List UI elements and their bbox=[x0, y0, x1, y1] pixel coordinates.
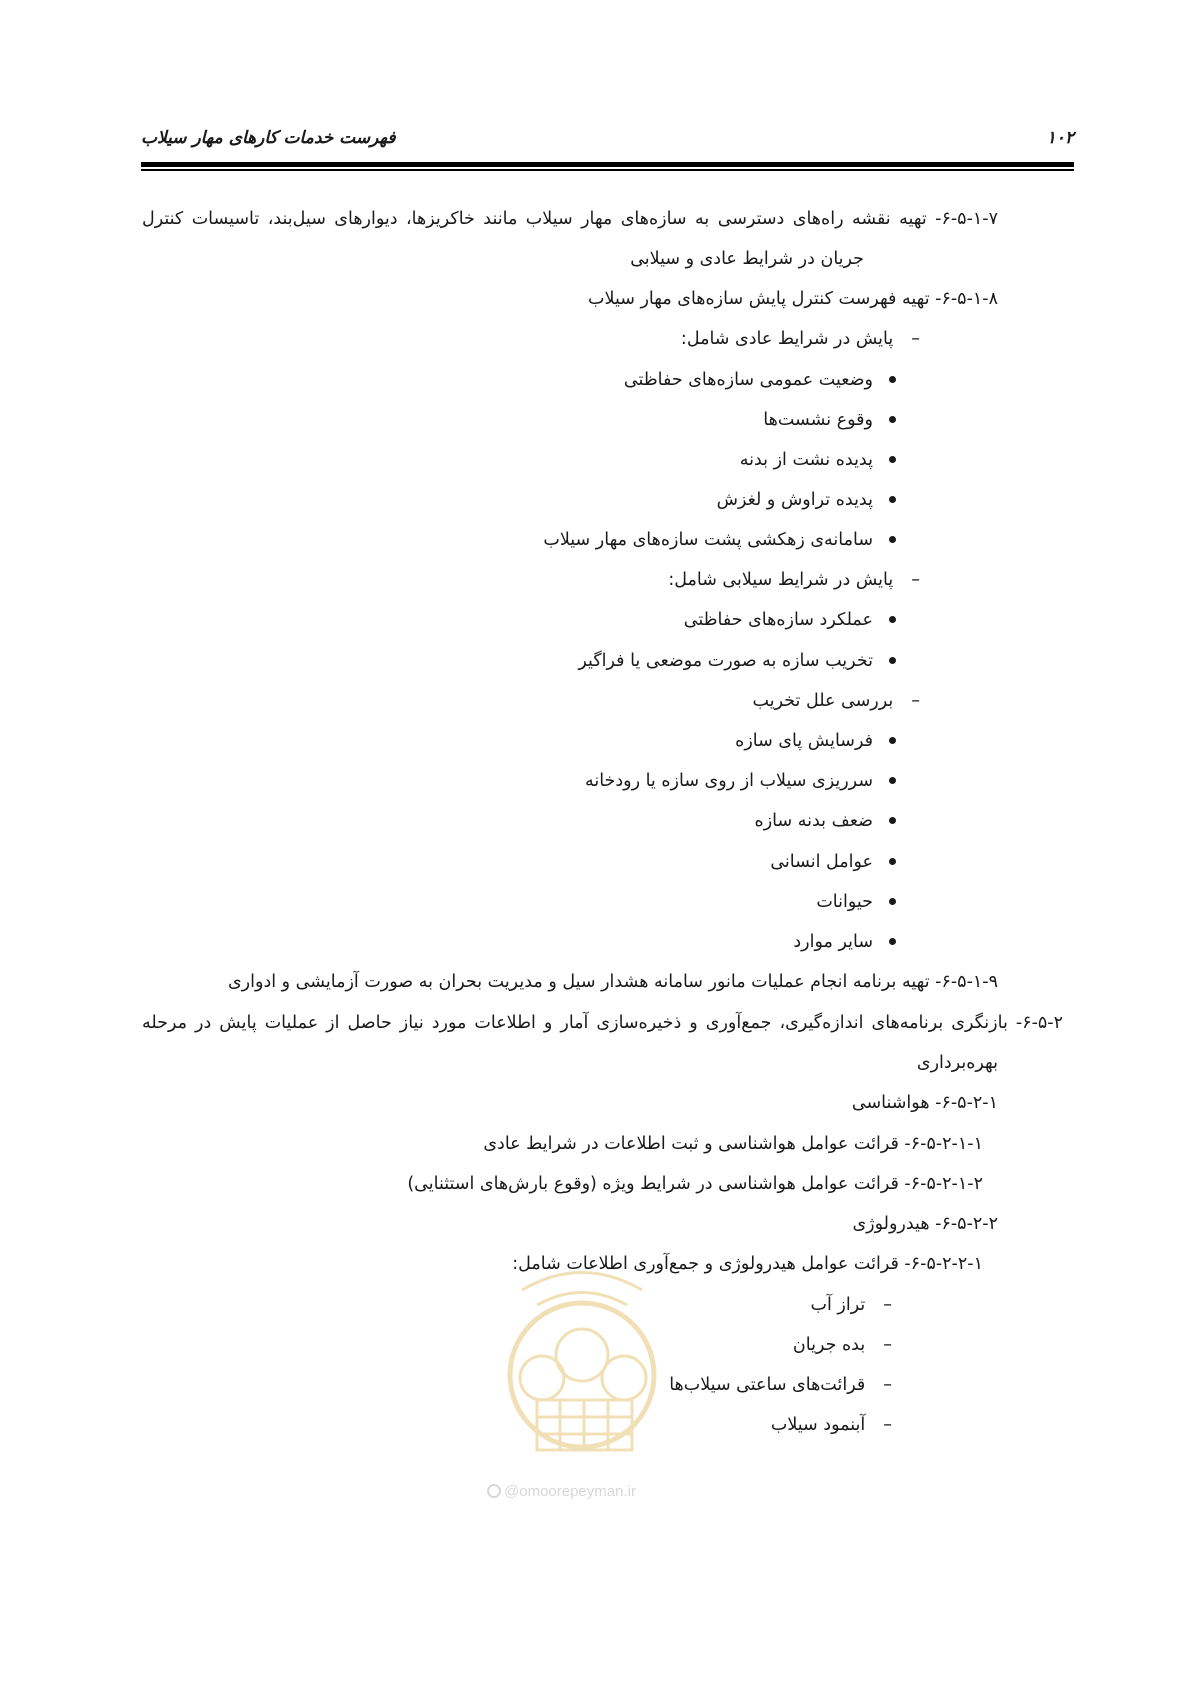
section-6-5-2-1-2: ۶-۵-۲-۱-۲- قرائت عوامل هواشناسی در شرایط ویژه (وقوع بارش‌های استثنایی) bbox=[407, 1174, 983, 1194]
section-6-5-2-line1: ۶-۵-۲- بازنگری برنامه‌های اندازه‌گیری، جمع‌آوری و ذخیره‌سازی آمار و اطلاعات مورد نیاز حاصل از عملیات پایش در مرحله bbox=[142, 1013, 1063, 1033]
dash-mark: – bbox=[911, 329, 920, 349]
bullet-icon bbox=[889, 898, 896, 905]
list-item bbox=[793, 927, 896, 957]
dash-mark: – bbox=[911, 570, 920, 590]
hydro-list-item-text: آبنمود سیلاب bbox=[770, 1415, 866, 1435]
list-item-text: وضعیت عمومی سازه‌های حفاظتی bbox=[623, 370, 873, 390]
hydro-list-item bbox=[793, 1330, 892, 1360]
list-item bbox=[740, 445, 896, 475]
normal-monitoring-heading bbox=[681, 324, 920, 354]
list-item-text: فرسایش پای سازه bbox=[735, 731, 873, 751]
watermark-seal-icon bbox=[482, 1260, 682, 1500]
bullet-icon bbox=[889, 496, 896, 503]
list-item-text: عوامل انسانی bbox=[770, 852, 873, 872]
dash-mark: – bbox=[883, 1295, 892, 1315]
bullet-icon bbox=[889, 456, 896, 463]
section-item-7-line1: ۶-۵-۱-۷- تهیه نقشه راه‌های دسترسی به سازه‌های مهار سیلاب مانند خاکریزها، دیوارهای سیل‌بند، تاسیسات کنترل bbox=[142, 209, 998, 229]
bullet-icon bbox=[889, 376, 896, 383]
list-item bbox=[578, 646, 896, 676]
list-item bbox=[624, 365, 896, 395]
hydro-list-item-text: بده جریان bbox=[792, 1335, 866, 1355]
list-item bbox=[763, 405, 896, 435]
hydro-list-item-text: قرائت‌های ساعتی سیلاب‌ها bbox=[669, 1375, 866, 1395]
header-rule-thin bbox=[141, 169, 1074, 171]
watermark-text: @omoorepeyman.ir bbox=[504, 1483, 636, 1500]
bullet-icon bbox=[889, 737, 896, 744]
dash-mark: – bbox=[883, 1415, 892, 1435]
list-item-text: ضعف بدنه سازه bbox=[754, 811, 873, 831]
dash-mark: – bbox=[883, 1335, 892, 1355]
bullet-icon bbox=[889, 858, 896, 865]
list-item-text: تخریب سازه به صورت موضعی یا فراگیر bbox=[578, 651, 873, 671]
section-item-8: ۶-۵-۱-۸- تهیه فهرست کنترل پایش سازه‌های مهار سیلاب bbox=[588, 289, 998, 309]
list-item-text: سرریزی سیلاب از روی سازه یا رودخانه bbox=[584, 771, 873, 791]
page-header bbox=[141, 128, 1074, 156]
damage-causes-heading-text: بررسی علل تخریب bbox=[752, 691, 894, 711]
hydro-list-item bbox=[771, 1410, 892, 1440]
hydro-list-item bbox=[669, 1370, 892, 1400]
bullet-icon bbox=[889, 416, 896, 423]
section-item-7-line2: جریان در شرایط عادی و سیلابی bbox=[630, 249, 864, 269]
list-item-text: پدیده تراوش و لغزش bbox=[716, 490, 873, 510]
list-item-text: وقوع نشست‌ها bbox=[763, 410, 873, 430]
normal-monitoring-heading-text: پایش در شرایط عادی شامل: bbox=[680, 329, 894, 349]
bullet-icon bbox=[889, 536, 896, 543]
list-item bbox=[684, 605, 896, 635]
list-item bbox=[755, 806, 896, 836]
list-item bbox=[585, 766, 896, 796]
list-item-text: سامانه‌ی زهکشی پشت سازه‌های مهار سیلاب bbox=[543, 530, 873, 550]
bullet-icon bbox=[889, 817, 896, 824]
list-item bbox=[735, 726, 896, 756]
damage-causes-heading bbox=[753, 686, 920, 716]
bullet-icon bbox=[889, 777, 896, 784]
flood-monitoring-heading bbox=[668, 565, 920, 595]
header-title: فهرست خدمات کارهای مهار سیلاب bbox=[141, 128, 396, 148]
hydro-list-item bbox=[811, 1290, 893, 1320]
section-6-5-2-2-1: ۶-۵-۲-۲-۱- قرائت عوامل هیدرولوژی و جمع‌آوری اطلاعات شامل: bbox=[512, 1254, 983, 1274]
bullet-icon bbox=[889, 616, 896, 623]
section-6-5-2-line2: بهره‌برداری bbox=[916, 1053, 998, 1073]
watermark-logo bbox=[482, 1260, 682, 1500]
flood-monitoring-heading-text: پایش در شرایط سیلابی شامل: bbox=[668, 570, 894, 590]
list-item bbox=[816, 887, 896, 917]
section-item-9: ۶-۵-۱-۹- تهیه برنامه انجام عملیات مانور سامانه هشدار سیل و مدیریت بحران به صورت آزمایشی و ادواری bbox=[227, 972, 998, 992]
dash-mark: – bbox=[911, 691, 920, 711]
hydro-list-item-text: تراز آب bbox=[810, 1295, 866, 1315]
bullet-icon bbox=[889, 657, 896, 664]
dash-mark: – bbox=[883, 1375, 892, 1395]
list-item bbox=[717, 485, 896, 515]
list-item-text: سایر موارد bbox=[793, 932, 873, 952]
section-6-5-2-1: ۶-۵-۲-۱- هواشناسی bbox=[851, 1093, 998, 1113]
list-item-text: پدیده نشت از بدنه bbox=[739, 450, 873, 470]
bullet-icon bbox=[889, 938, 896, 945]
list-item bbox=[770, 847, 896, 877]
page-number: ۱۰۲ bbox=[1046, 128, 1074, 148]
list-item bbox=[543, 525, 896, 555]
header-rule bbox=[141, 162, 1074, 167]
list-item-text: عملکرد سازه‌های حفاظتی bbox=[683, 610, 873, 630]
section-6-5-2-2: ۶-۵-۲-۲- هیدرولوژی bbox=[852, 1214, 998, 1234]
list-item-text: حیوانات bbox=[816, 892, 873, 912]
section-6-5-2-1-1: ۶-۵-۲-۱-۱- قرائت عوامل هواشناسی و ثبت اطلاعات در شرایط عادی bbox=[483, 1134, 983, 1154]
